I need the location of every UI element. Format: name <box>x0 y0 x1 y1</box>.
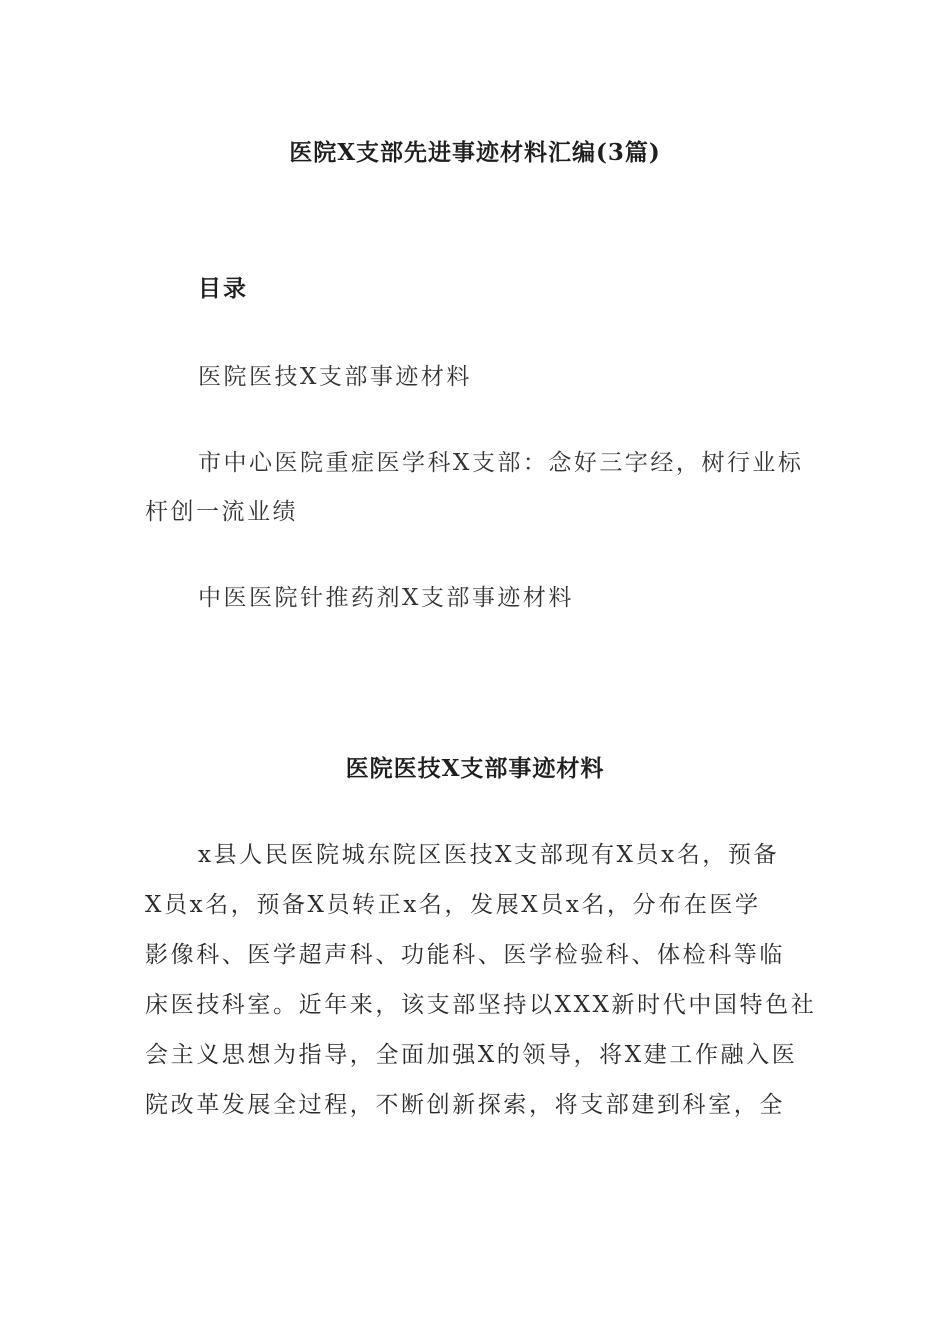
body-line-4: 床医技科室。近年来，该支部坚持以XXX新时代中国特色社 <box>145 992 817 1018</box>
body-line-5: 会主义思想为指导，全面加强X的领导，将X建工作融入医 <box>145 1042 798 1068</box>
body-line-1: x县人民医院城东院区医技X支部现有X员x名，预备 <box>198 842 780 868</box>
section-title: 医院医技X支部事迹材料 <box>345 755 605 782</box>
document-title: 医院X支部先进事迹材料汇编(3篇) <box>289 139 661 166</box>
toc-item-2: 市中心医院重症医学科X支部：念好三字经，树行业标 <box>198 450 804 476</box>
body-line-2: X员x名，预备X员转正x名，发展X员x名，分布在医学 <box>145 892 761 918</box>
body-line-3: 影像科、医学超声科、功能科、医学检验科、体检科等临 <box>145 942 785 968</box>
toc-item-2-continued: 杆创一流业绩 <box>145 499 298 525</box>
toc-item-1: 医院医技X支部事迹材料 <box>198 364 472 390</box>
toc-heading: 目录 <box>198 275 248 302</box>
body-line-6: 院改革发展全过程，不断创新探索，将支部建到科室，全 <box>145 1092 785 1118</box>
toc-item-3: 中医医院针推药剂X支部事迹材料 <box>198 585 574 611</box>
